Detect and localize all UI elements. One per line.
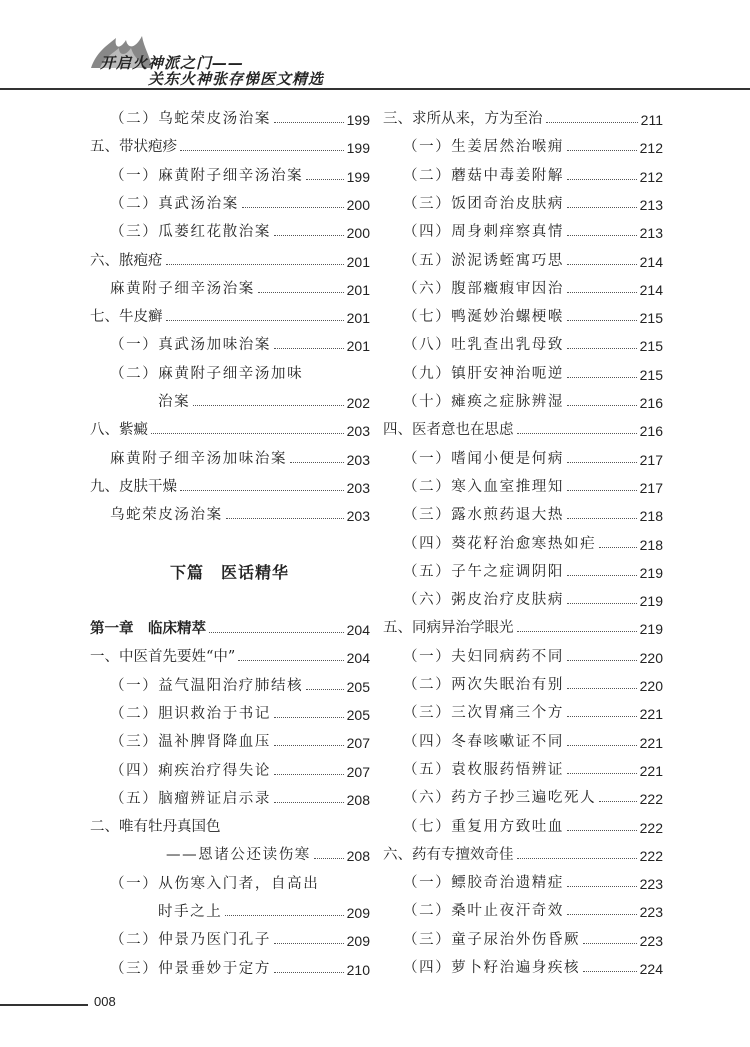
toc-entry-page: 202 <box>346 395 370 411</box>
toc-leader-dots <box>166 320 344 321</box>
toc-leader-dots <box>193 405 343 406</box>
toc-entry <box>383 242 663 270</box>
toc-entry <box>90 326 370 354</box>
toc-entry <box>90 496 370 524</box>
toc-entry-page: 201 <box>346 338 370 355</box>
toc-entry <box>90 411 370 439</box>
toc-entry-page: 221 <box>639 762 663 779</box>
toc-entry <box>90 695 370 723</box>
toc-entry-title: （二）真武汤治案 <box>110 195 239 212</box>
toc-leader-dots <box>274 235 344 236</box>
toc-leader-dots <box>151 433 344 434</box>
toc-entry <box>383 921 663 949</box>
toc-entry-page: 204 <box>346 622 370 638</box>
toc-leader-dots <box>567 688 637 689</box>
toc-entry <box>383 779 663 807</box>
toc-entry <box>383 185 663 213</box>
toc-entry <box>90 355 370 383</box>
toc-leader-dots <box>599 547 636 548</box>
toc-entry-page: 221 <box>639 734 663 751</box>
toc-entry-page: 214 <box>639 281 663 298</box>
toc-entry <box>383 440 663 468</box>
toc-entry-page: 220 <box>639 678 663 694</box>
toc-entry-page: 215 <box>639 310 663 327</box>
toc-leader-dots <box>546 122 638 123</box>
toc-entry-title: 麻黄附子细辛汤加味治案 <box>110 450 288 467</box>
toc-entry-title: （一）真武汤加味治案 <box>110 337 271 354</box>
toc-entry-page: 201 <box>346 310 370 327</box>
toc-entry-title: （四）葵花籽治愈寒热如疟 <box>403 535 597 552</box>
toc-entry <box>90 667 370 695</box>
toc-entry-title: ——恩诸公还读伤寒 <box>166 847 311 864</box>
toc-leader-dots <box>274 972 344 973</box>
toc-leader-dots <box>274 717 344 718</box>
toc-entry <box>383 213 663 241</box>
toc-entry-title: 七、牛皮癣 <box>90 309 163 326</box>
toc-entry-page: 217 <box>639 451 663 468</box>
toc-leader-dots <box>225 915 343 916</box>
toc-entry-page: 205 <box>346 706 370 723</box>
toc-entry-page: 212 <box>639 140 663 157</box>
toc-entry <box>90 752 370 780</box>
toc-leader-dots <box>567 886 637 887</box>
toc-leader-dots <box>242 207 344 208</box>
toc-entry <box>383 751 663 779</box>
toc-entry <box>90 440 370 468</box>
toc-entry-title: （五）淤泥诱蛭寓巧思 <box>403 252 564 269</box>
toc-leader-dots <box>567 490 637 491</box>
toc-entry-title: （十）瘫痪之症脉辨湿 <box>403 394 564 410</box>
header-series-title: 开启火神派之门—— <box>100 54 245 72</box>
toc-entry-page: 221 <box>639 706 663 723</box>
toc-leader-dots <box>274 348 344 349</box>
toc-entry <box>90 638 370 666</box>
toc-leader-dots <box>517 858 637 859</box>
toc-entry-title: 治案 <box>158 394 191 410</box>
toc-leader-dots <box>567 660 637 661</box>
toc-entry-page: 216 <box>639 395 663 411</box>
page-number: 008 <box>94 994 116 1009</box>
toc-entry <box>383 581 663 609</box>
toc-entry-page: 219 <box>639 593 663 610</box>
toc-entry-page: 219 <box>639 621 663 638</box>
toc-leader-dots <box>567 830 637 831</box>
toc-entry <box>383 270 663 298</box>
toc-leader-dots <box>180 150 344 151</box>
toc-leader-dots <box>238 660 343 661</box>
toc-leader-dots <box>567 575 637 576</box>
toc-entry-page: 211 <box>640 112 663 128</box>
toc-leader-dots <box>209 632 344 633</box>
header-rule <box>0 88 750 90</box>
toc-entry-title: （三）童子尿治外伤昏厥 <box>403 931 581 948</box>
toc-entry-title: （四）痢疾治疗得失论 <box>110 762 271 779</box>
toc-entry-title: （二）乌蛇荣皮汤治案 <box>110 111 271 127</box>
toc-entry-page: 204 <box>346 650 370 667</box>
toc-entry-page: 201 <box>346 253 370 270</box>
toc-entry-page: 201 <box>346 281 370 298</box>
toc-entry-page: 203 <box>346 508 370 525</box>
toc-leader-dots <box>567 405 637 406</box>
toc-leader-dots <box>274 943 344 944</box>
toc-entry-page: 215 <box>639 366 663 383</box>
toc-entry-page: 222 <box>639 819 663 836</box>
toc-entry <box>383 638 663 666</box>
toc-entry-page: 213 <box>639 225 663 242</box>
toc-entry-title: 三、求所从来，方为至治 <box>383 111 543 127</box>
toc-entry-title: 六、脓疱疮 <box>90 252 163 269</box>
toc-entry-title: 四、医者意也在思虑 <box>383 422 514 439</box>
toc-entry <box>90 921 370 949</box>
toc-entry-page: 220 <box>639 649 663 666</box>
toc-leader-dots <box>567 179 637 180</box>
toc-leader-dots <box>567 745 637 746</box>
toc-entry <box>90 836 370 864</box>
toc-leader-dots <box>274 802 344 803</box>
toc-entry <box>383 326 663 354</box>
toc-entry-title: （五）袁枚服药悟辨证 <box>403 761 564 778</box>
toc-entry-title: （六）粥皮治疗皮肤病 <box>403 592 564 609</box>
toc-entry-page: 213 <box>639 196 663 213</box>
toc-entry-title: 时手之上 <box>158 904 223 920</box>
toc-entry-title: 五、同病异治学眼光 <box>383 620 514 637</box>
toc-entry <box>383 128 663 156</box>
toc-leader-dots <box>567 603 637 604</box>
toc-entry-title: （六）腹部癥瘕审因治 <box>403 280 564 297</box>
toc-entry <box>90 185 370 213</box>
footer-rule <box>0 1004 88 1006</box>
toc-entry <box>383 949 663 977</box>
toc-entry <box>383 553 663 581</box>
toc-entry-page: 207 <box>346 735 370 752</box>
toc-entry <box>383 157 663 185</box>
toc-entry-page: 223 <box>639 932 663 949</box>
toc-entry <box>90 780 370 808</box>
toc-entry <box>90 213 370 241</box>
toc-leader-dots <box>567 207 637 208</box>
toc-entry-title: 八、紫癜 <box>90 422 148 439</box>
toc-leader-dots <box>567 264 637 265</box>
toc-entry <box>90 128 370 156</box>
toc-entry-title: 乌蛇荣皮汤治案 <box>110 507 223 524</box>
toc-entry-title: （四）周身刺痒察真情 <box>403 224 564 241</box>
toc-entry-title: （二）胆识救治于书记 <box>110 705 271 722</box>
toc-entry-title: （二）蘑菇中毒姜附解 <box>403 167 564 184</box>
toc-entry-title: （八）吐乳查出乳母致 <box>403 337 564 354</box>
toc-entry-page: 203 <box>346 451 370 468</box>
toc-entry-title: （四）冬春咳嗽证不同 <box>403 733 564 750</box>
toc-entry-page: 219 <box>639 564 663 581</box>
toc-leader-dots <box>290 462 344 463</box>
toc-entry <box>383 100 663 128</box>
section-title: 下篇 医话精华 <box>170 563 290 582</box>
toc-leader-dots <box>567 377 637 378</box>
toc-leader-dots <box>599 801 636 802</box>
toc-entry-title: （二）寒入血室推理知 <box>403 478 564 495</box>
toc-leader-dots <box>166 264 344 265</box>
toc-leader-dots <box>306 179 343 180</box>
toc-entry-title: （七）鸭涎妙治螺梗喉 <box>403 309 564 326</box>
toc-entry-page: 208 <box>346 791 370 808</box>
toc-entry <box>90 610 370 638</box>
toc-entry <box>90 865 370 893</box>
toc-leader-dots <box>180 490 344 491</box>
toc-entry <box>90 383 370 411</box>
toc-entry-title: （五）子午之症调阴阳 <box>403 563 564 580</box>
toc-leader-dots <box>567 914 637 915</box>
toc-entry-page: 199 <box>346 168 370 185</box>
toc-entry-page: 216 <box>639 423 663 440</box>
toc-entry-title: 九、皮肤干燥 <box>90 478 177 495</box>
toc-entry-page: 199 <box>346 140 370 157</box>
toc-entry-page: 200 <box>346 196 370 213</box>
toc-entry <box>383 355 663 383</box>
toc-entry-title: 二、唯有牡丹真国色 <box>90 819 221 836</box>
toc-entry-title: （五）脑瘤辨证启示录 <box>110 790 271 807</box>
toc-entry <box>383 496 663 524</box>
toc-entry-page: 209 <box>346 933 370 950</box>
toc-entry-title: （四）萝卜籽治遍身疾核 <box>403 960 581 976</box>
toc-entry <box>90 808 370 836</box>
toc-entry-title: 一、中医首先要姓“中” <box>90 649 236 666</box>
toc-entry-page: 208 <box>346 848 370 865</box>
toc-entry-title: （一）麻黄附子细辛汤治案 <box>110 167 304 184</box>
toc-leader-dots <box>567 320 637 321</box>
toc-entry-page: 203 <box>346 423 370 440</box>
toc-entry-page: 217 <box>639 479 663 496</box>
toc-entry-page: 223 <box>639 904 663 921</box>
running-header <box>0 0 750 92</box>
toc-entry-title: （一）从伤寒入门者，自高出 <box>110 875 320 892</box>
toc-entry-title: （九）镇肝安神治呃逆 <box>403 365 564 382</box>
toc-leader-dots <box>274 745 344 746</box>
toc-entry <box>383 525 663 553</box>
toc-entry <box>383 411 663 439</box>
toc-entry-page: 200 <box>346 225 370 242</box>
toc-entry <box>383 298 663 326</box>
toc-leader-dots <box>517 631 637 632</box>
toc-entry <box>90 950 370 978</box>
toc-entry <box>383 836 663 864</box>
toc-entry-title: （三）瓜蒌红花散治案 <box>110 224 271 241</box>
toc-entry-title: （三）仲景垂妙于定方 <box>110 960 271 977</box>
toc-leader-dots <box>567 716 637 717</box>
toc-entry-page: 212 <box>639 168 663 185</box>
toc-entry-page: 210 <box>346 961 370 978</box>
toc-leader-dots <box>567 773 637 774</box>
toc-entry-page: 199 <box>346 112 370 128</box>
toc-entry-page: 207 <box>346 763 370 780</box>
toc-entry-page: 215 <box>639 338 663 355</box>
toc-entry-title: 麻黄附子细辛汤治案 <box>110 280 255 297</box>
toc-leader-dots <box>583 943 637 944</box>
toc-entry <box>383 468 663 496</box>
toc-leader-dots <box>567 462 637 463</box>
toc-entry-title: （三）三次胃痛三个方 <box>403 705 564 722</box>
toc-entry <box>383 383 663 411</box>
toc-entry-title: （一）生姜居然治喉痈 <box>403 139 564 156</box>
toc-entry <box>90 468 370 496</box>
toc-entry-title: （七）重复用方致吐血 <box>403 818 564 835</box>
toc-leader-dots <box>583 971 637 972</box>
toc-leader-dots <box>567 348 637 349</box>
toc-entry-page: 222 <box>639 847 663 864</box>
toc-entry-title: （二）麻黄附子细辛汤加味 <box>110 365 304 382</box>
toc-leader-dots <box>567 235 637 236</box>
toc-leader-dots <box>306 689 343 690</box>
toc-leader-dots <box>274 774 344 775</box>
toc-leader-dots <box>567 292 637 293</box>
toc-entry-title: （二）两次失眠治有别 <box>403 677 564 693</box>
toc-leader-dots <box>314 858 344 859</box>
toc-entry-title: （二）桑叶止夜汗奇效 <box>403 903 564 920</box>
toc-entry-title: （二）仲景乃医门孔子 <box>110 932 271 949</box>
toc-leader-dots <box>274 122 344 123</box>
toc-entry <box>383 666 663 694</box>
toc-entry-page: 218 <box>639 536 663 553</box>
toc-entry-title: 六、药有专擅效奇佳 <box>383 846 514 863</box>
toc-entry-page: 205 <box>346 678 370 695</box>
toc-entry-title: （一）益气温阳治疗肺结核 <box>110 677 304 694</box>
toc-entry <box>90 100 370 128</box>
toc-entry-page: 224 <box>639 961 663 977</box>
toc-leader-dots <box>567 150 637 151</box>
toc-entry-title: （三）温补脾肾降血压 <box>110 734 271 751</box>
toc-entry-page: 218 <box>639 508 663 525</box>
toc-entry <box>90 242 370 270</box>
toc-entry-title: （三）露水煎药退大热 <box>403 507 564 524</box>
toc-entry <box>383 694 663 722</box>
toc-entry <box>383 808 663 836</box>
toc-entry <box>90 157 370 185</box>
toc-entry <box>383 892 663 920</box>
toc-entry-title: （一）鳔胶奇治遗精症 <box>403 875 564 892</box>
toc-leader-dots <box>517 433 637 434</box>
toc-entry <box>383 609 663 637</box>
toc-leader-dots <box>567 518 637 519</box>
toc-entry-title: （一）嗜闻小便是何病 <box>403 450 564 467</box>
toc-entry-title: （三）饭团奇治皮肤病 <box>403 195 564 212</box>
toc-entry <box>90 723 370 751</box>
toc-entry-title: 第一章 临床精萃 <box>90 621 206 637</box>
toc-entry-title: （一）夫妇同病药不同 <box>403 648 564 665</box>
toc-entry-title: 五、带状疱疹 <box>90 139 177 156</box>
toc-entry <box>383 723 663 751</box>
toc-leader-dots <box>226 518 344 519</box>
toc-entry <box>383 864 663 892</box>
toc-entry-title: （六）药方子抄三遍吃死人 <box>403 790 597 807</box>
toc-leader-dots <box>258 292 344 293</box>
toc-entry-page: 222 <box>639 791 663 808</box>
toc-entry <box>90 270 370 298</box>
toc-entry-page: 209 <box>346 905 370 921</box>
toc-entry <box>90 893 370 921</box>
toc-entry-page: 214 <box>639 253 663 270</box>
toc-entry-page: 203 <box>346 479 370 496</box>
toc-entry <box>90 298 370 326</box>
toc-entry-page: 223 <box>639 876 663 893</box>
header-book-subtitle: 关东火神张存悌医文精选 <box>148 70 325 88</box>
